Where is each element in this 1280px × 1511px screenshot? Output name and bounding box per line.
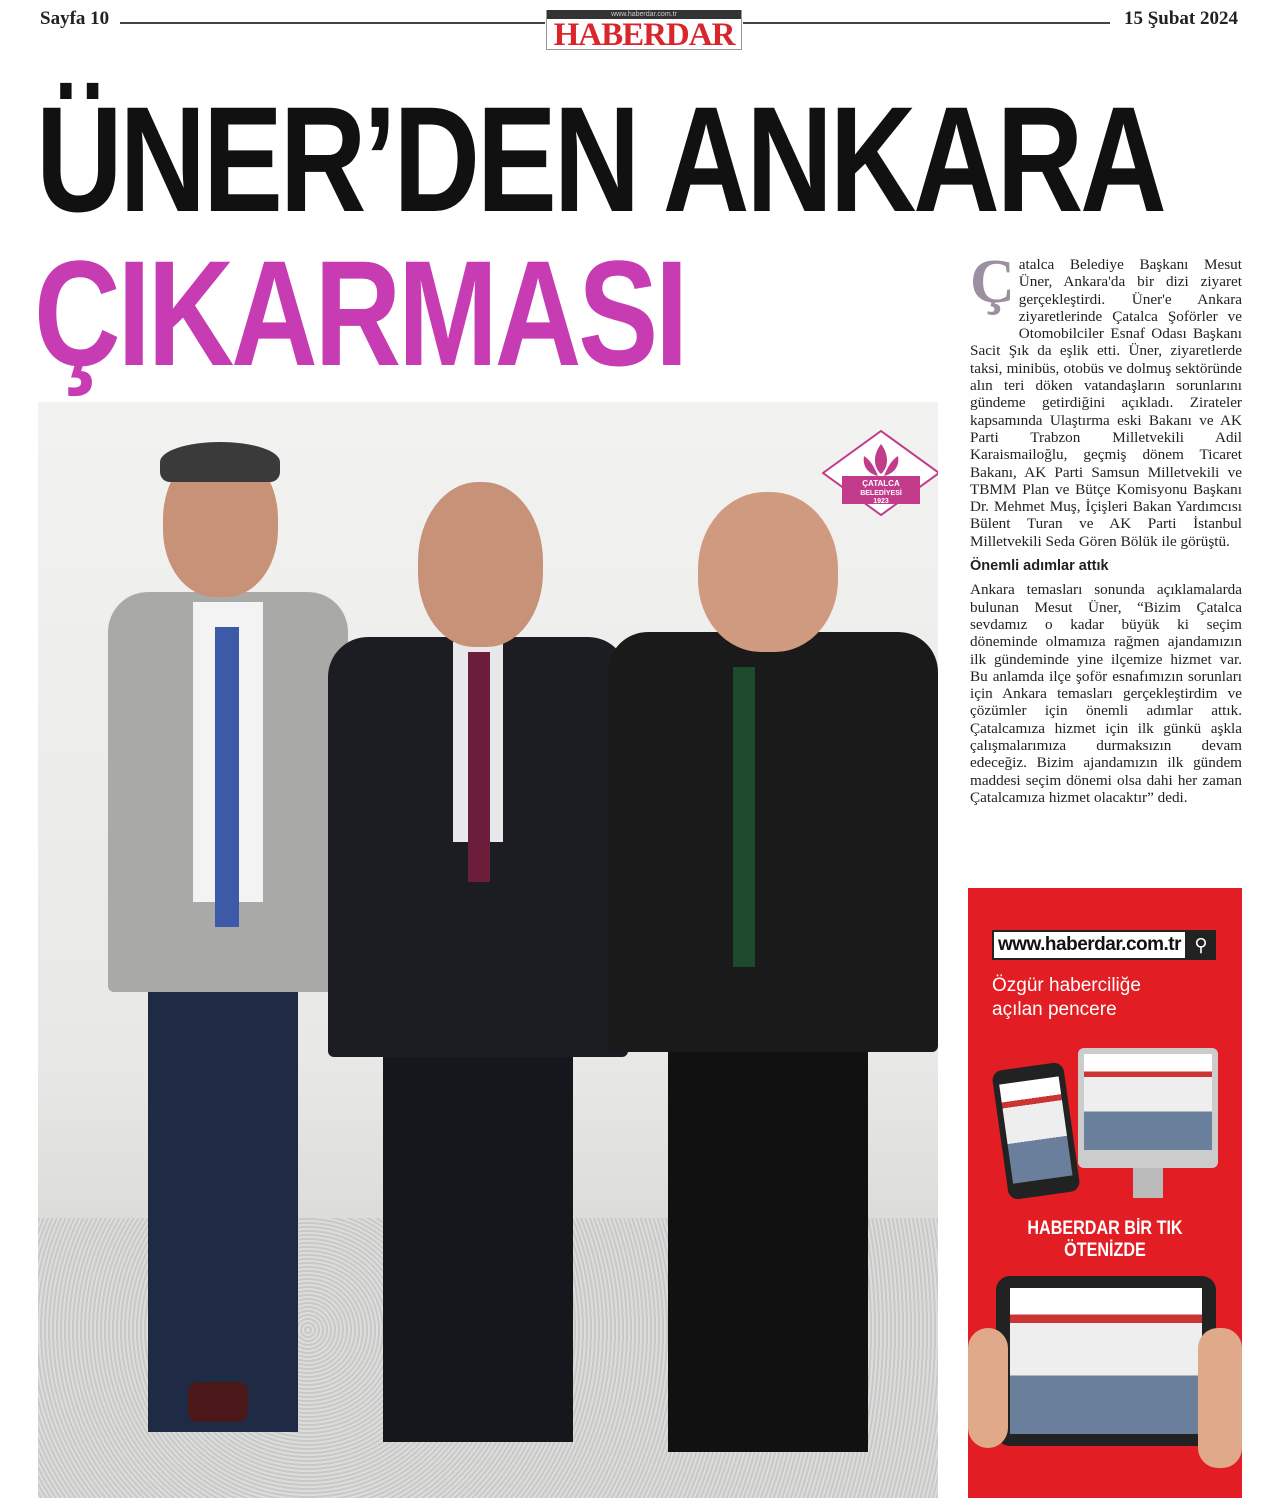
article-photo bbox=[38, 402, 938, 1498]
hand-illustration bbox=[1198, 1328, 1242, 1468]
article-paragraph-2: Ankara temasları sonunda açıklamalarda bulunan Mesut Üner, “Bizim Çatalca sevdamız o kadar büyük ki seçim döneminde olmamıza rağmen ajandamızın ilk gündeminde yine ilçemize hizmet var. Bu anlamda ilçe şoför esnafımızın sorunları için Ankara temasları gerçekleştirdim ve çözümler için önemli adımlar attık. Çatalcamıza hizmet için ilk günkü aşkla çalışmalarımıza durmaksızın devam edeceğiz. Bizim ajandamızın ilk gündem maddesi seçim dönemi olsa dahi her zaman Çatalcamıza hizmet olacaktır” dedi. bbox=[970, 581, 1242, 806]
article-paragraph-1: atalca Belediye Başkanı Mesut Üner, Ankara'da bir dizi ziyaret gerçekleştirdi. Üner'e Ankara ziyaretlerinde Çatalca Şoförler ve Otomobilciler Esnaf Odası Başkanı Sacit Şık da eşlik etti. Üner, ziyaretlerde taksi, minibüs, otobüs ve dolmuş sektöründe alın teri döken vatandaşların sorunlarını gündeme getirdiğini açıkladı. Zirateler kapsamında Ulaştırma eski Bakanı ve AK Parti Trabzon Milletvekili Adil Karaismailoğlu, geçmiş dönem Ticaret Bakanı, AK Parti Samsun Milletvekili ve TBMM Plan ve Bütçe Komisyonu Başkanı Dr. Mehmet Muş, İçişleri Bakan Yardımcısı Bülent Turan ve AK Parti İstanbul Milletvekili Seda Gören Bölük ile görüştü. bbox=[970, 256, 1242, 550]
header-rule-right bbox=[743, 22, 1110, 24]
svg-text:ÇATALCA: ÇATALCA bbox=[862, 479, 900, 488]
tablet-illustration bbox=[996, 1276, 1216, 1446]
search-icon: ⚲ bbox=[1186, 930, 1216, 960]
article-subheading: Önemli adımlar attık bbox=[970, 558, 1109, 575]
svg-text:BELEDİYESİ: BELEDİYESİ bbox=[860, 490, 902, 497]
issue-date: 15 Şubat 2024 bbox=[1123, 8, 1238, 29]
catalca-municipality-badge bbox=[822, 430, 938, 516]
hand-illustration bbox=[968, 1328, 1008, 1448]
ad-tagline: HABERDAR BİR TIK ÖTENİZDE bbox=[1027, 1218, 1183, 1261]
ad-url: www.haberdar.com.tr bbox=[992, 930, 1187, 960]
photo-person-center bbox=[328, 482, 628, 1482]
logo-url: www.haberdar.com.tr bbox=[547, 10, 741, 19]
svg-text:1923: 1923 bbox=[873, 498, 889, 505]
logo-name: HABERDAR bbox=[553, 17, 735, 53]
newspaper-logo bbox=[546, 10, 742, 53]
desktop-monitor-illustration bbox=[1078, 1048, 1218, 1168]
ad-slogan-line2: açılan pencere bbox=[992, 999, 1117, 1020]
photo-person-left bbox=[98, 442, 358, 1482]
photo-person-right bbox=[608, 492, 938, 1482]
smartphone-illustration bbox=[991, 1062, 1080, 1201]
drop-cap: Ç bbox=[970, 248, 1015, 316]
ad-slogan-line1: Özgür haberciliğe bbox=[992, 975, 1141, 996]
page-number: Sayfa 10 bbox=[40, 8, 110, 29]
headline-line2: ÇIKARMASI bbox=[34, 229, 686, 397]
haberdar-advertisement[interactable] bbox=[968, 888, 1242, 1498]
article-body bbox=[970, 248, 1242, 806]
ad-slogan bbox=[992, 974, 1141, 1022]
header-rule-left bbox=[120, 22, 545, 24]
headline-line1: ÜNER’DEN ANKARA bbox=[36, 75, 1164, 243]
